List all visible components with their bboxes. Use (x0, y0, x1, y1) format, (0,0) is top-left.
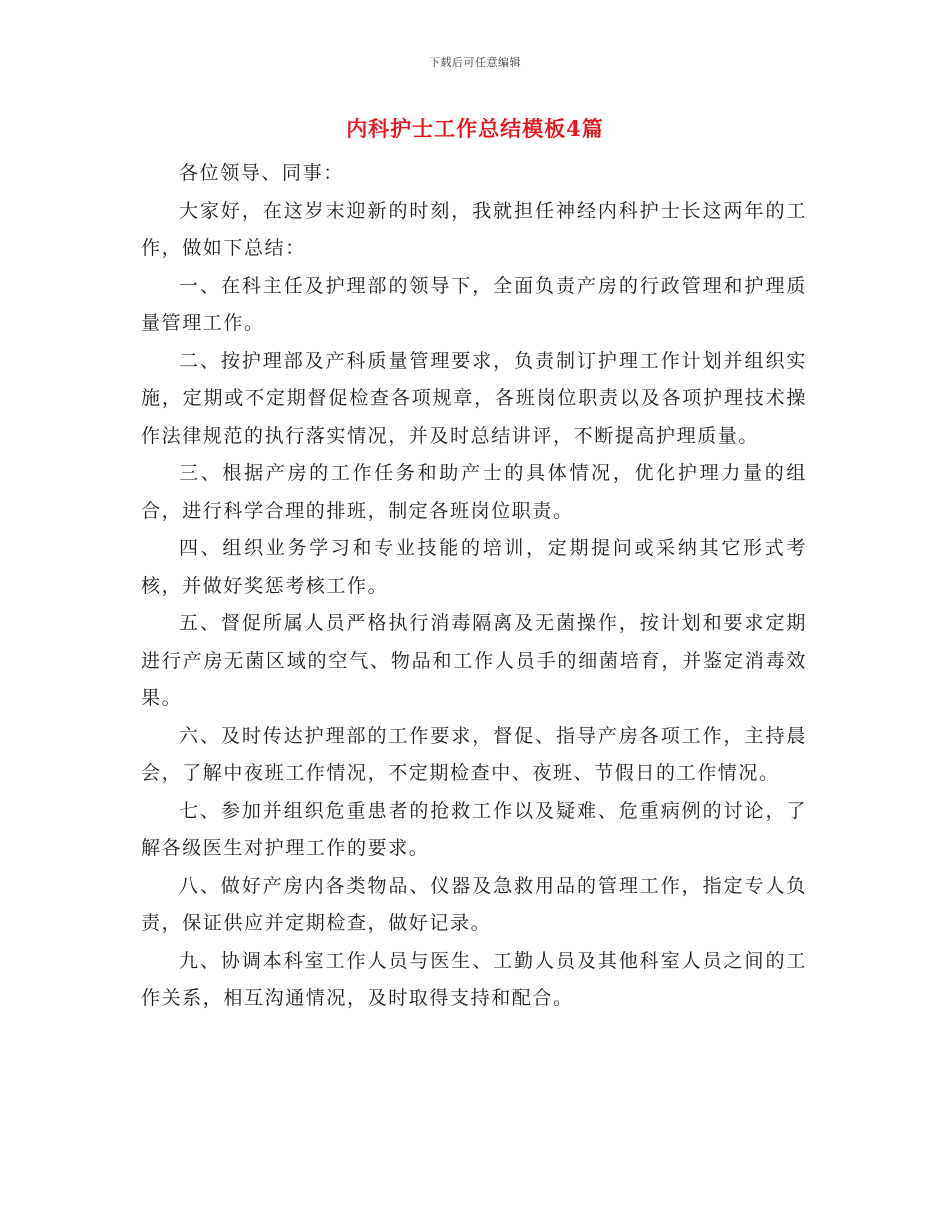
paragraph-item-6: 六、及时传达护理部的工作要求，督促、指导产房各项工作，主持晨会，了解中夜班工作情况，不定期检查中、夜班、节假日的工作情况。 (141, 724, 807, 784)
paragraph-item-9: 九、协调本科室工作人员与医生、工勤人员及其他科室人员之间的工作关系，相互沟通情况，及时取得支持和配合。 (141, 949, 807, 1009)
paragraph-item-3: 三、根据产房的工作任务和助产士的具体情况，优化护理力量的组合，进行科学合理的排班，制定各班岗位职责。 (141, 462, 807, 522)
document-body (141, 155, 807, 1018)
paragraph-item-7: 七、参加并组织危重患者的抢救工作以及疑难、危重病例的讨论，了解各级医生对护理工作的要求。 (141, 799, 807, 859)
paragraph-item-5: 五、督促所属人员严格执行消毒隔离及无菌操作，按计划和要求定期进行产房无菌区域的空气、物品和工作人员手的细菌培育，并鉴定消毒效果。 (141, 612, 807, 709)
paragraph-item-2: 二、按护理部及产科质量管理要求，负责制订护理工作计划并组织实施，定期或不定期督促检查各项规章，各班岗位职责以及各项护理技术操作法律规范的执行落实情况，并及时总结讲评，不断提高护理质量。 (141, 349, 807, 447)
paragraph-item-1: 一、在科主任及护理部的领导下，全面负责产房的行政管理和护理质量管理工作。 (141, 274, 807, 334)
paragraph-item-8: 八、做好产房内各类物品、仪器及急救用品的管理工作，指定专人负责，保证供应并定期检查，做好记录。 (141, 874, 807, 934)
paragraph-salutation: 各位领导、同事： (179, 162, 344, 184)
page-header-note: 下载后可任意编辑 (429, 56, 521, 69)
paragraph-greeting: 大家好，在这岁末迎新的时刻，我就担任神经内科护士长这两年的工作，做如下总结： (141, 199, 807, 259)
document-title: 内科护士工作总结模板4篇 (346, 116, 604, 141)
paragraph-item-4: 四、组织业务学习和专业技能的培训，定期提问或采纳其它形式考核，并做好奖惩考核工作。 (141, 537, 807, 597)
